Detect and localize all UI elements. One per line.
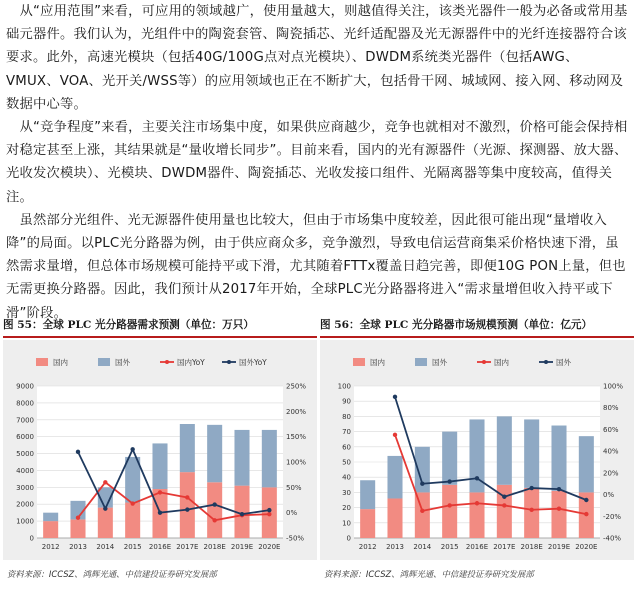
left-axis-tick-label: 5000 <box>16 450 34 459</box>
series-point <box>447 479 451 483</box>
right-axis-tick-label: 40% <box>603 447 619 456</box>
x-axis-tick-label: 2017E <box>493 543 516 551</box>
bar-segment <box>497 416 512 484</box>
right-axis-tick-label: 200% <box>286 407 307 416</box>
figures-row <box>0 312 636 590</box>
series-point <box>557 506 561 510</box>
right-axis-tick-label: 50% <box>286 483 302 492</box>
left-axis-tick-label: 90 <box>342 397 351 406</box>
bar-segment <box>551 491 566 538</box>
bar-segment <box>207 482 222 538</box>
x-axis-tick-label: 2019E <box>230 543 254 551</box>
legend-swatch-point <box>227 360 231 364</box>
bar-segment <box>360 509 375 538</box>
bar-segment <box>442 485 457 538</box>
left-axis-tick-label: 40 <box>342 473 351 482</box>
x-axis-tick-label: 2017E <box>176 543 199 551</box>
bar-segment <box>387 498 402 538</box>
bar-segment <box>207 425 222 482</box>
chart-container <box>3 340 317 560</box>
series-point <box>420 509 424 513</box>
series-point <box>130 447 134 451</box>
series-point <box>103 480 107 484</box>
series-point <box>240 512 244 516</box>
bar-segment <box>360 480 375 509</box>
bar-segment <box>551 426 566 491</box>
bar-segment <box>234 430 249 486</box>
x-axis-tick-label: 2019E <box>547 543 571 551</box>
figure-title: 图 55：全球 PLC 光分路器需求预测（单位：万只） <box>3 314 317 338</box>
left-axis-tick-label: 7000 <box>16 416 34 425</box>
series-point <box>130 501 134 505</box>
series-point <box>393 395 397 399</box>
series-point <box>502 503 506 507</box>
x-axis-tick-label: 2018E <box>520 543 543 551</box>
paragraph-competition: 从“竞争程度”来看，主要关注市场集中度，如果供应商越少，竞争也就相对不激烈，价格可能会保持相对稳定甚至上涨，其结果就是“量收增长同步”。目前来看，国内的光有源器件（光源、探测器、放大器、光收发次模块）、光模块、DWDM器件、陶瓷插芯、光收发接口组件、光隔离器等集中度较高，值得关注。 <box>6 120 628 205</box>
right-axis-tick-label: 60% <box>603 425 619 434</box>
figure-55 <box>3 312 317 590</box>
chart-demand-forecast <box>3 340 317 560</box>
series-point <box>267 512 271 516</box>
left-axis-tick-label: 4000 <box>16 466 34 475</box>
bar-segment <box>70 519 85 538</box>
bar-segment <box>579 436 594 492</box>
series-point <box>529 508 533 512</box>
left-axis-tick-label: 30 <box>342 488 351 497</box>
legend-swatch <box>98 358 110 366</box>
right-axis-tick-label: 0% <box>286 509 298 518</box>
left-axis-tick-label: 6000 <box>16 433 34 442</box>
series-point <box>393 433 397 437</box>
paragraph-plc-splitter: 虽然部分光组件、光无源器件使用量也比较大，但由于市场集中度较差，因此很可能出现“量增收入降”的局面。以PLC光分路器为例，由于供应商众多，竞争激烈，导致电信运营商集采价格快速下滑，虽然需求量增，但总体市场规模可能持平或下滑，尤其随着FTTx覆盖日趋完善，即便10G PON上量，但也无需更换分路器。因此，我们预计从2017年开始，全球PLC光分路器将进入“需求量增但收入持平或下滑”阶段。 <box>6 212 626 321</box>
bar-segment <box>43 521 58 538</box>
legend-label: 国外 <box>115 358 130 367</box>
series-point <box>212 502 216 506</box>
left-axis-tick-label: 50 <box>342 458 351 467</box>
series-point <box>103 506 107 510</box>
left-axis-tick-label: 0 <box>29 534 34 543</box>
x-axis-tick-label: 2018E <box>203 543 226 551</box>
left-axis-tick-label: 70 <box>342 428 351 437</box>
left-axis-tick-label: 100 <box>337 382 351 391</box>
right-axis-tick-label: 80% <box>603 404 619 413</box>
series-point <box>584 498 588 502</box>
bar-segment <box>262 430 277 487</box>
series-point <box>76 450 80 454</box>
left-axis-tick-label: 8000 <box>16 399 34 408</box>
legend-swatch-point <box>482 360 486 364</box>
x-axis-tick-label: 2015 <box>440 543 459 551</box>
x-axis-tick-label: 2016E <box>148 543 172 551</box>
right-axis-tick-label: -40% <box>603 534 622 543</box>
right-axis-tick-label: 0% <box>603 491 615 500</box>
article-body <box>6 0 630 325</box>
paragraph-application-scope: 从“应用范围”来看，可应用的领域越广，使用量越大，则越值得关注，该类光器件一般为必备或常用基础元器件。我们认为，光组件中的陶瓷套管、陶瓷插芯、光纤适配器及光无源器件中的光纤连接器符合该要求。此外，高速光模块（包括40G/100G点对点光模块）、DWDM系统类光器件（包括AWG、VMUX、VOA、光开关/WSS等）的应用领域也正在不断扩大，包括骨干网、城域网、接入网、移动网及数据中心等。 <box>6 4 628 112</box>
series-point <box>557 487 561 491</box>
bar-segment <box>98 508 113 538</box>
series-point <box>529 486 533 490</box>
bar-segment <box>387 456 402 499</box>
chart-market-size-forecast <box>320 340 634 560</box>
x-axis-tick-label: 2016E <box>465 543 489 551</box>
x-axis-tick-label: 2014 <box>96 543 115 551</box>
bar-segment <box>442 432 457 485</box>
x-axis-tick-label: 2012 <box>358 543 377 551</box>
series-point <box>475 501 479 505</box>
right-axis-tick-label: 150% <box>286 433 307 442</box>
left-axis-tick-label: 0 <box>346 534 351 543</box>
bar-segment <box>524 488 539 538</box>
legend-swatch <box>415 358 427 366</box>
series-point <box>185 507 189 511</box>
right-axis-tick-label: 100% <box>286 458 307 467</box>
series-point <box>447 503 451 507</box>
legend-label: 国内 <box>494 358 509 367</box>
legend-swatch-point <box>165 360 169 364</box>
bar-segment <box>524 419 539 487</box>
legend-swatch <box>36 358 48 366</box>
series-point <box>158 510 162 514</box>
series-point <box>420 482 424 486</box>
left-axis-tick-label: 60 <box>342 443 351 452</box>
x-axis-tick-label: 2014 <box>413 543 432 551</box>
x-axis-tick-label: 2013 <box>386 543 404 551</box>
bar-segment <box>180 472 195 538</box>
legend-swatch-point <box>544 360 548 364</box>
left-axis-tick-label: 1000 <box>16 517 34 526</box>
x-axis-tick-label: 2015 <box>123 543 142 551</box>
bar-segment <box>180 424 195 472</box>
left-axis-tick-label: 2000 <box>16 500 34 509</box>
bar-segment <box>125 503 140 538</box>
x-axis-tick-label: 2020E <box>258 543 281 551</box>
chart-container <box>320 340 634 560</box>
left-axis-tick-label: 80 <box>342 412 351 421</box>
left-axis-tick-label: 3000 <box>16 483 34 492</box>
figure-56 <box>320 312 634 590</box>
legend-swatch <box>353 358 365 366</box>
series-point <box>76 516 80 520</box>
series-point <box>267 508 271 512</box>
right-axis-tick-label: -20% <box>603 512 622 521</box>
left-axis-tick-label: 10 <box>342 519 351 528</box>
x-axis-tick-label: 2013 <box>69 543 87 551</box>
legend-label: 国外YoY <box>239 358 267 367</box>
series-point <box>502 495 506 499</box>
legend-label: 国内 <box>53 358 68 367</box>
right-axis-tick-label: -50% <box>286 534 305 543</box>
figure-source: 资料来源：ICCSZ、鸿辉光通、中信建投证券研究发展部 <box>7 569 217 579</box>
legend-label: 国内YoY <box>177 358 205 367</box>
series-point <box>158 490 162 494</box>
bar-segment <box>152 443 167 489</box>
bar-segment <box>43 513 58 521</box>
legend-label: 国内 <box>370 358 385 367</box>
figure-title: 图 56：全球 PLC 光分路器市场规模预测（单位：亿元） <box>320 314 634 338</box>
series-point <box>475 476 479 480</box>
left-axis-tick-label: 20 <box>342 504 351 513</box>
x-axis-tick-label: 2020E <box>575 543 598 551</box>
right-axis-tick-label: 250% <box>286 382 307 391</box>
x-axis-tick-label: 2012 <box>41 543 60 551</box>
left-axis-tick-label: 9000 <box>16 382 34 391</box>
figure-source: 资料来源：ICCSZ、鸿辉光通、中信建投证券研究发展部 <box>324 569 534 579</box>
right-axis-tick-label: 20% <box>603 469 619 478</box>
series-point <box>584 512 588 516</box>
legend-label: 国外 <box>432 358 447 367</box>
legend-label: 国外 <box>556 358 571 367</box>
bar-segment <box>469 492 484 538</box>
bar-segment <box>415 492 430 538</box>
series-point <box>185 495 189 499</box>
series-point <box>212 518 216 522</box>
right-axis-tick-label: 100% <box>603 382 624 391</box>
